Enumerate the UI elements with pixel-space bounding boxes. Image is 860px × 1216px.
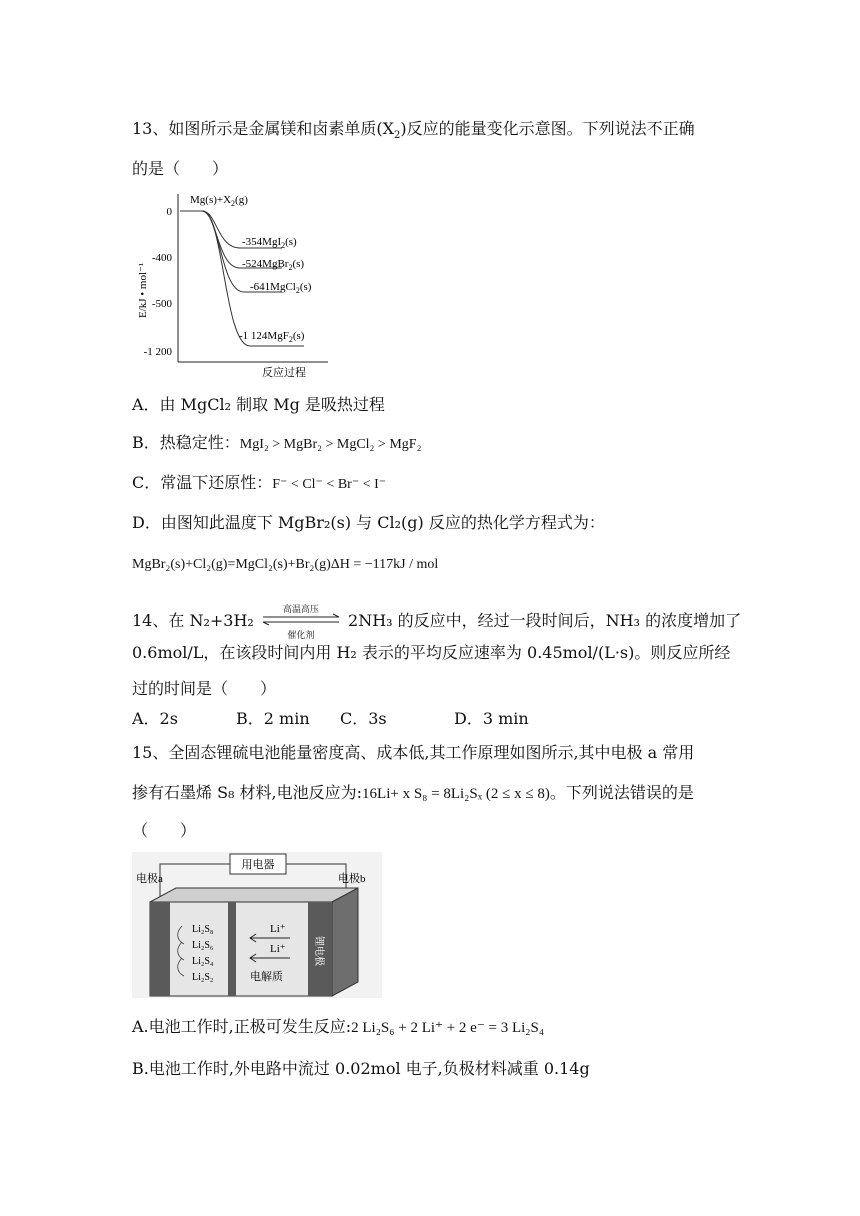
x-axis-label: 反应过程 <box>262 367 306 379</box>
q14-reactants: 14、在 N₂+3H₂ <box>132 611 254 630</box>
q13-stem-line1 <box>132 118 695 147</box>
q14-option-a: A．2s <box>132 709 178 728</box>
curve-mgf2 <box>202 211 304 346</box>
q13-option-b <box>132 432 421 456</box>
q13-stem-text: 13、如图所示是金属镁和卤素单质(X <box>132 119 394 138</box>
electrode-a-plate <box>150 902 170 996</box>
li-ion-label-1: Li⁺ <box>270 923 286 935</box>
q13-option-c <box>132 472 386 496</box>
ytick-0: 0 <box>166 206 172 218</box>
q14-stem-line1 <box>132 604 742 641</box>
q15-option-b: B.电池工作时,外电路中流过 0.02mol 电子,负极材料减重 0.14g <box>132 1059 590 1078</box>
ytick-500: -500 <box>151 298 172 310</box>
q15-option-a <box>132 1016 544 1039</box>
q13-option-b-label: B．热稳定性： <box>132 433 240 452</box>
separator-plate <box>228 902 236 996</box>
q14-stem-line3: 过的时间是（ ） <box>132 679 277 698</box>
q13-stem-text-end: )反应的能量变化示意图。下列说法不正确 <box>400 119 695 138</box>
energy-diagram <box>132 188 332 380</box>
q13-option-d-equation: MgBr₂(s)+Cl₂(g)=MgCl₂(s)+Br₂(g)ΔH = −117kJ / mol <box>132 557 439 572</box>
species-li2s8: Li₂S₈ <box>192 924 214 935</box>
q15-stem-line3: （ ） <box>132 821 197 840</box>
q15-stem-line2-text: 掺有石墨烯 S₈ 材料,电池反应为: <box>132 783 363 802</box>
q13-option-b-formula: MgI₂ > MgBr₂ > MgCl₂ > MgF₂ <box>239 437 422 452</box>
q13-stem-line2: 的是（ ） <box>132 159 229 178</box>
label-mgcl2: -641MgCl$_2$(s) <box>250 281 312 295</box>
q13-stem-sub: 2 <box>394 130 401 142</box>
q15-stem-line1: 15、全固态锂硫电池能量密度高、成本低,其工作原理如图所示,其中电极 a 常用 <box>132 743 695 762</box>
label-mgbr2: -524MgBr$_2$(s) <box>242 258 305 272</box>
equilibrium-arrow <box>261 604 341 641</box>
battery-top <box>150 888 358 902</box>
curve-mgcl2 <box>202 211 282 292</box>
q15-stem-line2 <box>132 782 694 805</box>
arrow-condition-top: 高温高压 <box>282 604 319 615</box>
ytick-400: -400 <box>151 252 172 264</box>
q15-stem-line2-end: 。下列说法错误的是 <box>549 783 694 802</box>
q15-option-a-equation: 2 Li₂S₆ + 2 Li⁺ + 2 e⁻ = 3 Li₂S₄ <box>351 1020 545 1036</box>
ytick-1200: -1 200 <box>143 346 172 358</box>
q14-option-c: C．3s <box>340 709 387 728</box>
species-li2s2: Li₂S₂ <box>192 972 214 983</box>
energy-diagram-svg <box>132 188 332 380</box>
q13-option-c-label: C．常温下还原性： <box>132 473 273 492</box>
q14-products: 2NH₃ 的反应中，经过一段时间后，NH₃ 的浓度增加了 <box>348 611 742 630</box>
q13-option-a: A．由 MgCl₂ 制取 Mg 是吸热过程 <box>132 395 385 414</box>
battery-side <box>332 888 358 996</box>
q15-battery-reaction: 16Li+ x S₈ = 8Li₂Sₓ (2 ≤ x ≤ 8) <box>362 786 550 802</box>
label-mgf2: -1 124MgF$_2$(s) <box>239 330 305 344</box>
q15-option-a-label: A.电池工作时,正极可发生反应: <box>132 1017 352 1036</box>
battery-diagram <box>132 852 382 998</box>
q14-stem-line2: 0.6mol/L，在该段时间内用 H₂ 表示的平均反应速率为 0.45mol/(L·s)。则反应所经 <box>132 643 731 662</box>
device-label: 用电器 <box>241 859 275 871</box>
species-li2s4: Li₂S₄ <box>192 956 214 967</box>
y-axis-label: E/kJ • mol⁻¹ <box>137 262 149 318</box>
q13-option-c-formula: F⁻ < Cl⁻ < Br⁻ < I⁻ <box>272 477 387 492</box>
origin-label: $Mg(s)+X_2(g)$ <box>190 194 248 208</box>
species-li2s6: Li₂S₆ <box>192 940 214 951</box>
battery-front <box>150 902 332 996</box>
lithium-electrode-label: 锂电极 <box>313 936 324 966</box>
q13-option-d: D．由图知此温度下 MgBr₂(s) 与 Cl₂(g) 反应的热化学方程式为： <box>132 513 605 532</box>
battery-diagram-svg <box>132 852 382 998</box>
li-ion-label-2: Li⁺ <box>270 943 286 955</box>
q14-option-d: D．3 min <box>454 709 529 728</box>
electrode-b-label: 电极b <box>338 873 366 885</box>
label-mgi2: -354MgI$_2$(s) <box>242 236 297 250</box>
electrode-a-label: 电极a <box>136 873 163 885</box>
q14-option-b: B．2 min <box>236 709 310 728</box>
electrolyte-label: 电解质 <box>250 971 283 983</box>
arrow-condition-bottom: 催化剂 <box>287 630 315 641</box>
